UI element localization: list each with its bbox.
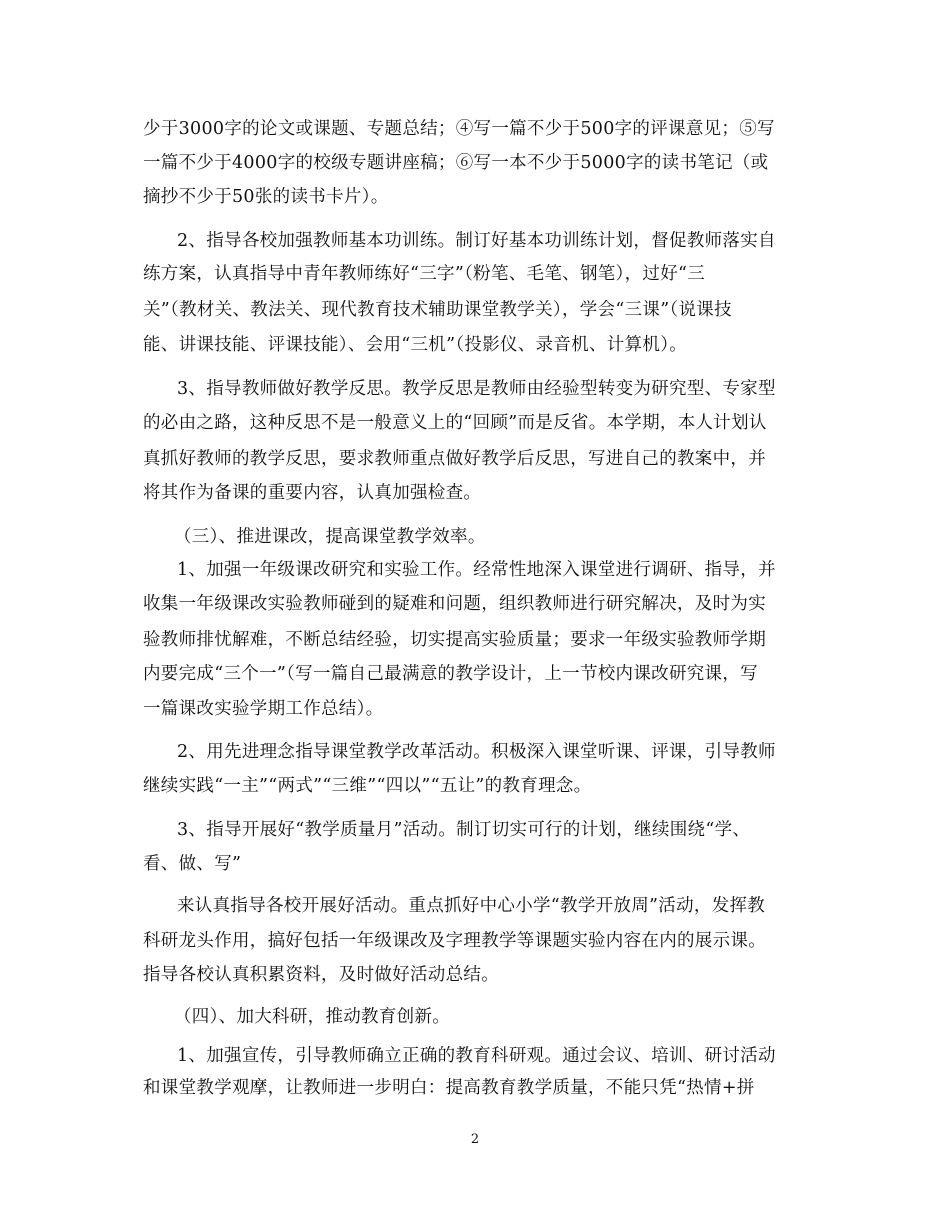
- text-line: 2、指导各校加强教师基本功训练。制订好基本功训练计划，督促教师落实自: [177, 231, 776, 251]
- text-line: 验教师排忧解难，不断总结经验，切实提高实验质量；要求一年级实验教师学期: [143, 630, 766, 650]
- text-line: 看、做、写”: [143, 854, 242, 874]
- text-line: 能、讲课技能、评课技能）、会用“三机”（投影仪、录音机、计算机）。: [143, 335, 688, 355]
- text-line: 1、加强宣传，引导教师确立正确的教育科研观。通过会议、培训、研讨活动: [177, 1046, 776, 1066]
- text-line: 一篇不少于4000字的校级专题讲座稿；⑥写一本不少于5000字的读书笔记（或: [143, 153, 769, 173]
- section-heading: （四）、加大科研，推动教育创新。: [174, 1007, 451, 1027]
- text-line: 摘抄不少于50张的读书卡片）。: [143, 187, 389, 207]
- text-line: 科研龙头作用，搞好包括一年级课改及字理教学等课题实验内容在内的展示课。: [143, 931, 766, 951]
- text-line: 一篇课改实验学期工作总结）。: [143, 699, 384, 719]
- text-line: 练方案，认真指导中青年教师练好“三字”（粉笔、毛笔、钢笔），过好“三: [143, 264, 706, 284]
- text-line: 收集一年级课改实验教师碰到的疑难和问题，组织教师进行研究解决，及时为实: [143, 594, 766, 614]
- text-line: 指导各校认真积累资料，及时做好活动总结。: [143, 965, 499, 985]
- text-line: 内要完成“三个一”（写一篇自己最满意的教学设计，上一节校内课改研究课，写: [143, 664, 758, 684]
- text-line: 和课堂教学观摩，让教师进一步明白：提高教育教学质量，不能只凭“热情+拼: [143, 1078, 755, 1098]
- text-line: 真抓好教师的教学反思，要求教师重点做好教学后反思，写进自己的教案中，并: [143, 449, 766, 469]
- text-line: 继续实践“一主”“两式”“三维”“四以”“五让”的教育理念。: [143, 776, 592, 796]
- text-line: 来认真指导各校开展好活动。重点抓好中心小学“教学开放周”活动，发挥教: [177, 896, 766, 916]
- text-line: 的必由之路，这种反思不是一般意义上的“回顾”而是反省。本学期，本人计划认: [143, 413, 767, 433]
- text-line: 将其作为备课的重要内容，认真加强检查。: [143, 483, 482, 503]
- text-line: 1、加强一年级课改研究和实验工作。经常性地深入课堂进行调研、指导，并: [177, 560, 776, 580]
- text-line: 3、指导教师做好教学反思。教学反思是教师由经验型转变为研究型、专家型: [177, 379, 776, 399]
- text-line: 关”（教材关、教法关、现代教育技术辅助课堂教学关），学会“三课”（说课技: [143, 300, 732, 320]
- text-line: 2、用先进理念指导课堂教学改革活动。积极深入课堂听课、评课，引导教师: [177, 742, 776, 762]
- text-line: 少于3000字的论文或课题、专题总结；④写一篇不少于500字的评课意见；⑤写: [143, 119, 775, 139]
- text-line: 3、指导开展好“教学质量月”活动。制订切实可行的计划，继续围绕“学、: [177, 820, 751, 840]
- page-number: 2: [470, 1132, 480, 1147]
- section-heading: （三）、推进课改，提高课堂教学效率。: [174, 527, 486, 547]
